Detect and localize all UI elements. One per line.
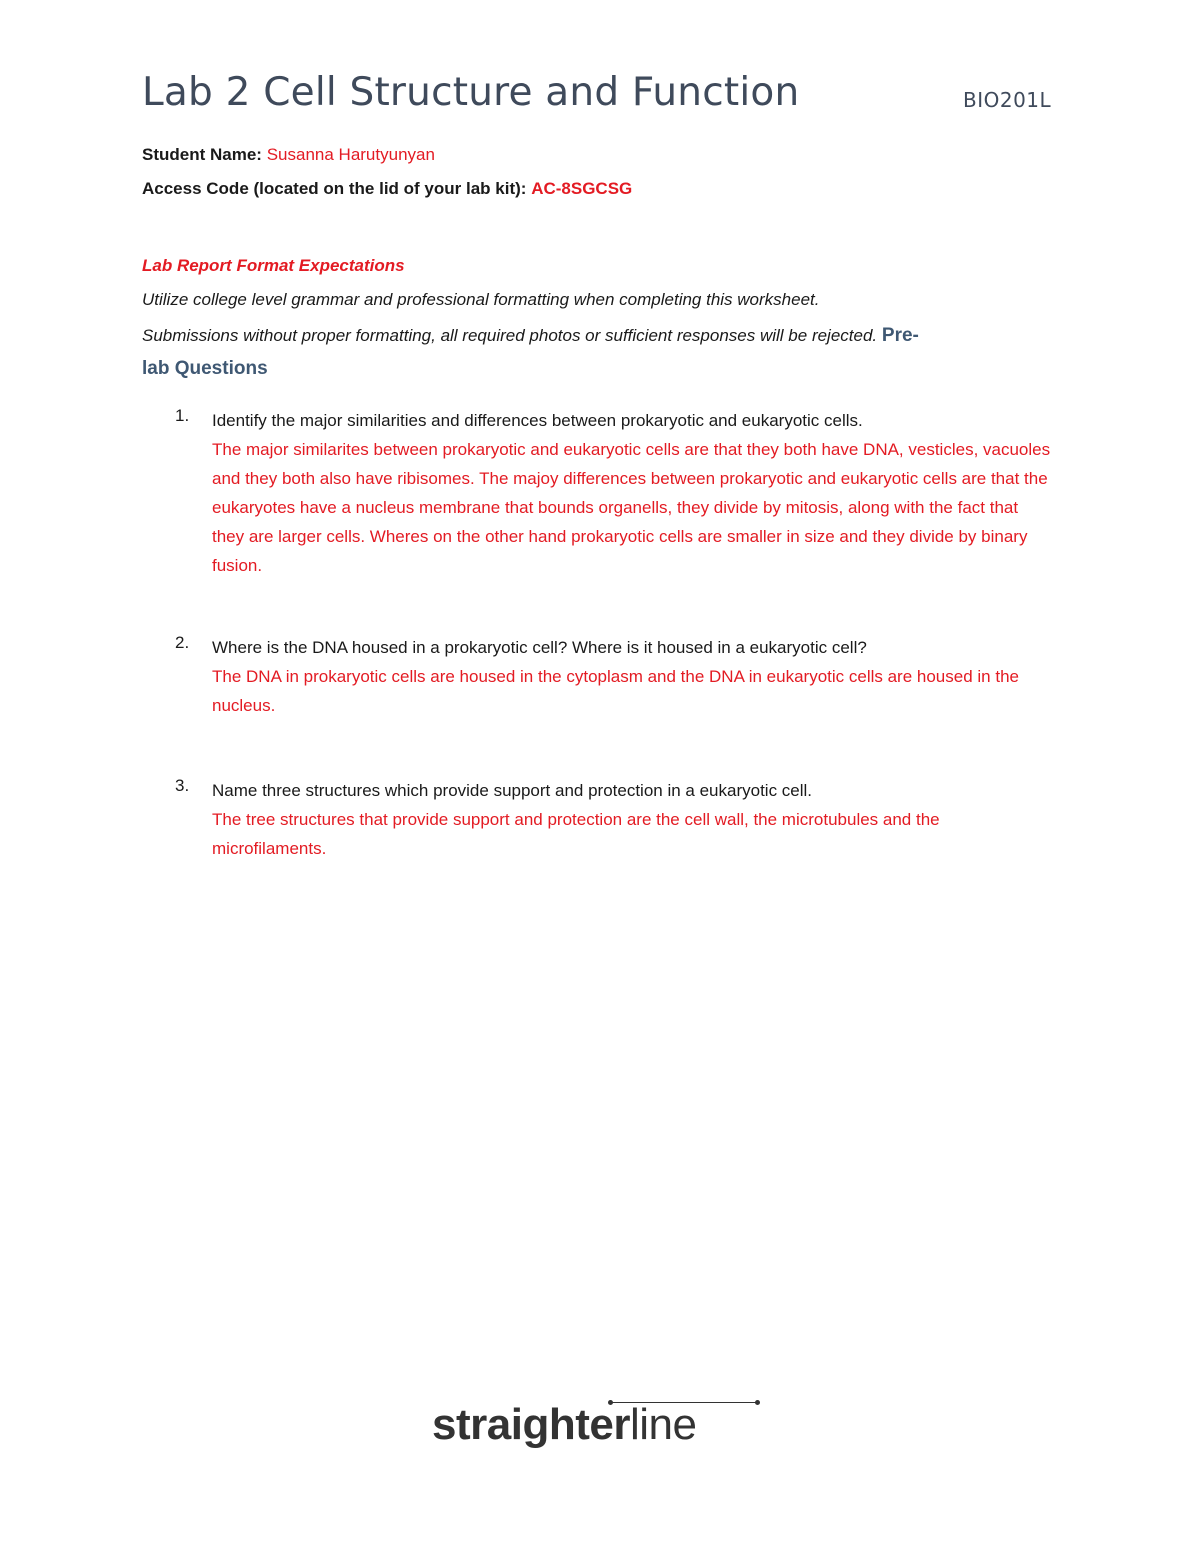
access-code-line [142, 179, 632, 199]
question-number: 3. [175, 776, 190, 795]
format-expectations-heading: Lab Report Format Expectations [142, 256, 405, 275]
answer-text: The major similarites between prokaryotic and eukaryotic cells are that they both have DNA, vesticles, vacuoles and they both also have ribisomes. The majoy differences between prokaryotic and eukaryotic cells are that the eukaryotes have a nucleus membrane that bounds organells, they divide by mitosis, along with the fact that they are larger cells. Wheres on the other hand prokaryotic cells are smaller in size and they divide by binary fusion. [212, 440, 1051, 575]
format-instruction-2 [142, 325, 919, 347]
question-text: Name three structures which provide support and protection in a eukaryotic cell. [212, 781, 813, 800]
logo-wordmark [432, 1400, 696, 1450]
question-text: Identify the major similarities and differences between prokaryotic and eukaryotic cells. [212, 411, 863, 430]
format-instruction-1: Utilize college level grammar and professional formatting when completing this worksheet. [142, 290, 820, 309]
question-text: Where is the DNA housed in a prokaryotic cell? Where is it housed in a eukaryotic cell? [212, 638, 867, 657]
access-code-value: AC-8SGCSG [531, 179, 633, 198]
logo-light-text: line [629, 1400, 697, 1449]
prelab-heading-part1: Pre- [881, 325, 919, 346]
student-name-line [142, 145, 435, 165]
course-code: BIO201L [963, 88, 1052, 112]
question-number: 2. [175, 633, 190, 652]
student-name-label: Student Name: [142, 145, 262, 164]
answer-text: The DNA in prokaryotic cells are housed in the cytoplasm and the DNA in eukaryotic cells are housed in the nucleus. [212, 667, 1019, 715]
access-code-label: Access Code (located on the lid of your lab kit): [142, 179, 527, 198]
straighterline-logo [432, 1398, 762, 1458]
logo-dot-right [755, 1400, 760, 1405]
answer-text: The tree structures that provide support and protection are the cell wall, the microtubules and the microfilaments. [212, 810, 940, 858]
logo-bold-text: straighter [432, 1400, 630, 1449]
prelab-heading-part2: lab Questions [142, 358, 268, 379]
page-title: Lab 2 Cell Structure and Function [142, 70, 800, 115]
student-name-value: Susanna Harutyunyan [266, 145, 435, 164]
question-number: 1. [175, 406, 190, 425]
format-instruction-2-text: Submissions without proper formatting, all required photos or sufficient responses will be rejected. [142, 326, 878, 345]
